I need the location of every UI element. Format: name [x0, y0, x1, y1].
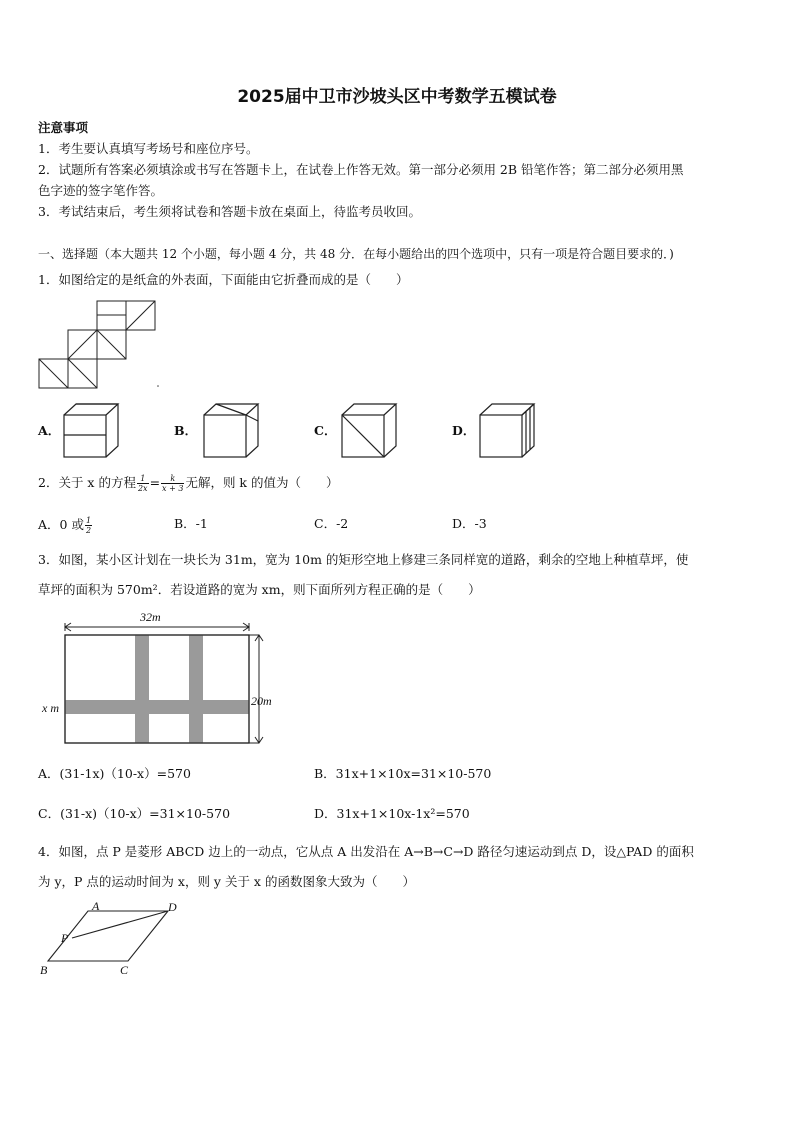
q2-option-a-fraction: $\frac{1}{2}$ — [85, 516, 92, 535]
q1-cube-d — [478, 401, 538, 459]
q1-option-c: C． — [314, 423, 337, 438]
q2-option-a-pre: A．0 或 — [38, 517, 84, 532]
q2-stem-pre: 2．关于 x 的方程 — [38, 475, 136, 490]
q1-option-d: D． — [452, 423, 476, 438]
q2-option-a — [38, 516, 93, 535]
notice-item-2: 2．试题所有答案必须填涂或书写在答题卡上，在试卷上作答无效。第一部分必须用 2B 铅笔作答；第二部分必须用黑 — [38, 162, 684, 177]
q1-cube-c — [340, 401, 400, 459]
q4-stem-line-1: 4．如图，点 P 是菱形 ABCD 边上的一动点，它从点 A 出发沿在 A→B→C→D 路径匀速运动到点 D，设△PAD 的面积 — [38, 844, 694, 859]
q1-cube-b — [202, 401, 262, 459]
q2-option-b: B．-1 — [174, 516, 208, 531]
notice-item-3: 3．考试结束后，考生须将试卷和答题卡放在桌面上，待监考员收回。 — [38, 204, 421, 219]
q1-option-b: B． — [174, 423, 198, 438]
q1-stem: 1．如图给定的是纸盒的外表面，下面能由它折叠而成的是（ ） — [38, 272, 409, 287]
q1-cube-a — [62, 401, 122, 459]
q2-stem-post: 无解，则 k 的值为（ ） — [185, 475, 339, 490]
q3-fig-top-label: 32m — [140, 610, 161, 624]
q2-option-d: D．-3 — [452, 516, 487, 531]
notice-heading: 注意事项 — [38, 120, 89, 135]
q3-fig-left-label: x m — [42, 701, 59, 715]
q2-fraction-1: $\frac{1}{2x}$ — [137, 474, 148, 493]
q3-stem-line-1: 3．如图，某小区计划在一块长为 31m，宽为 10m 的矩形空地上修建三条同样宽的道路，剩余的空地上种植草坪，使 — [38, 552, 689, 567]
q3-option-d: D．31x+1×10x-1x²=570 — [314, 806, 470, 821]
q3-road-figure — [38, 606, 288, 748]
q3-option-a: A．(31-1x)（10-x）=570 — [38, 766, 191, 781]
q4-label-b: B — [40, 963, 48, 977]
q4-label-a: A — [92, 899, 100, 913]
q3-option-b: B．31x+1×10x=31×10-570 — [314, 766, 492, 781]
q4-label-d: D — [168, 900, 177, 914]
page-title: 2025届中卫市沙坡头区中考数学五模试卷 — [237, 87, 557, 107]
q3-stem-line-2: 草坪的面积为 570m²．若设道路的宽为 xm，则下面所列方程正确的是（ ） — [38, 582, 481, 597]
q1-option-a: A． — [38, 423, 61, 438]
section-heading: 一、选择题（本大题共 12 个小题，每小题 4 分，共 48 分．在每小题给出的四个选项中，只有一项是符合题目要求的．) — [38, 247, 674, 261]
q4-label-c: C — [120, 963, 129, 977]
q3-fig-right-label: 20m — [251, 694, 272, 708]
notice-item-1: 1．考生要认真填写考场号和座位序号。 — [38, 141, 259, 156]
q2-option-c: C．-2 — [314, 516, 349, 531]
q3-option-c: C．(31-x)（10-x）=31×10-570 — [38, 806, 231, 821]
notice-item-2-cont: 色字迹的签字笔作答。 — [38, 183, 164, 198]
q2-stem — [38, 474, 338, 493]
q2-fraction-2: $\frac{k}{x + 3}$ — [162, 474, 184, 493]
q1-net-figure — [38, 300, 163, 392]
q4-stem-line-2: 为 y，P 点的运动时间为 x，则 y 关于 x 的函数图象大致为（ ） — [38, 874, 415, 889]
q2-equals: = — [149, 475, 161, 490]
q4-label-p: P — [61, 931, 69, 945]
